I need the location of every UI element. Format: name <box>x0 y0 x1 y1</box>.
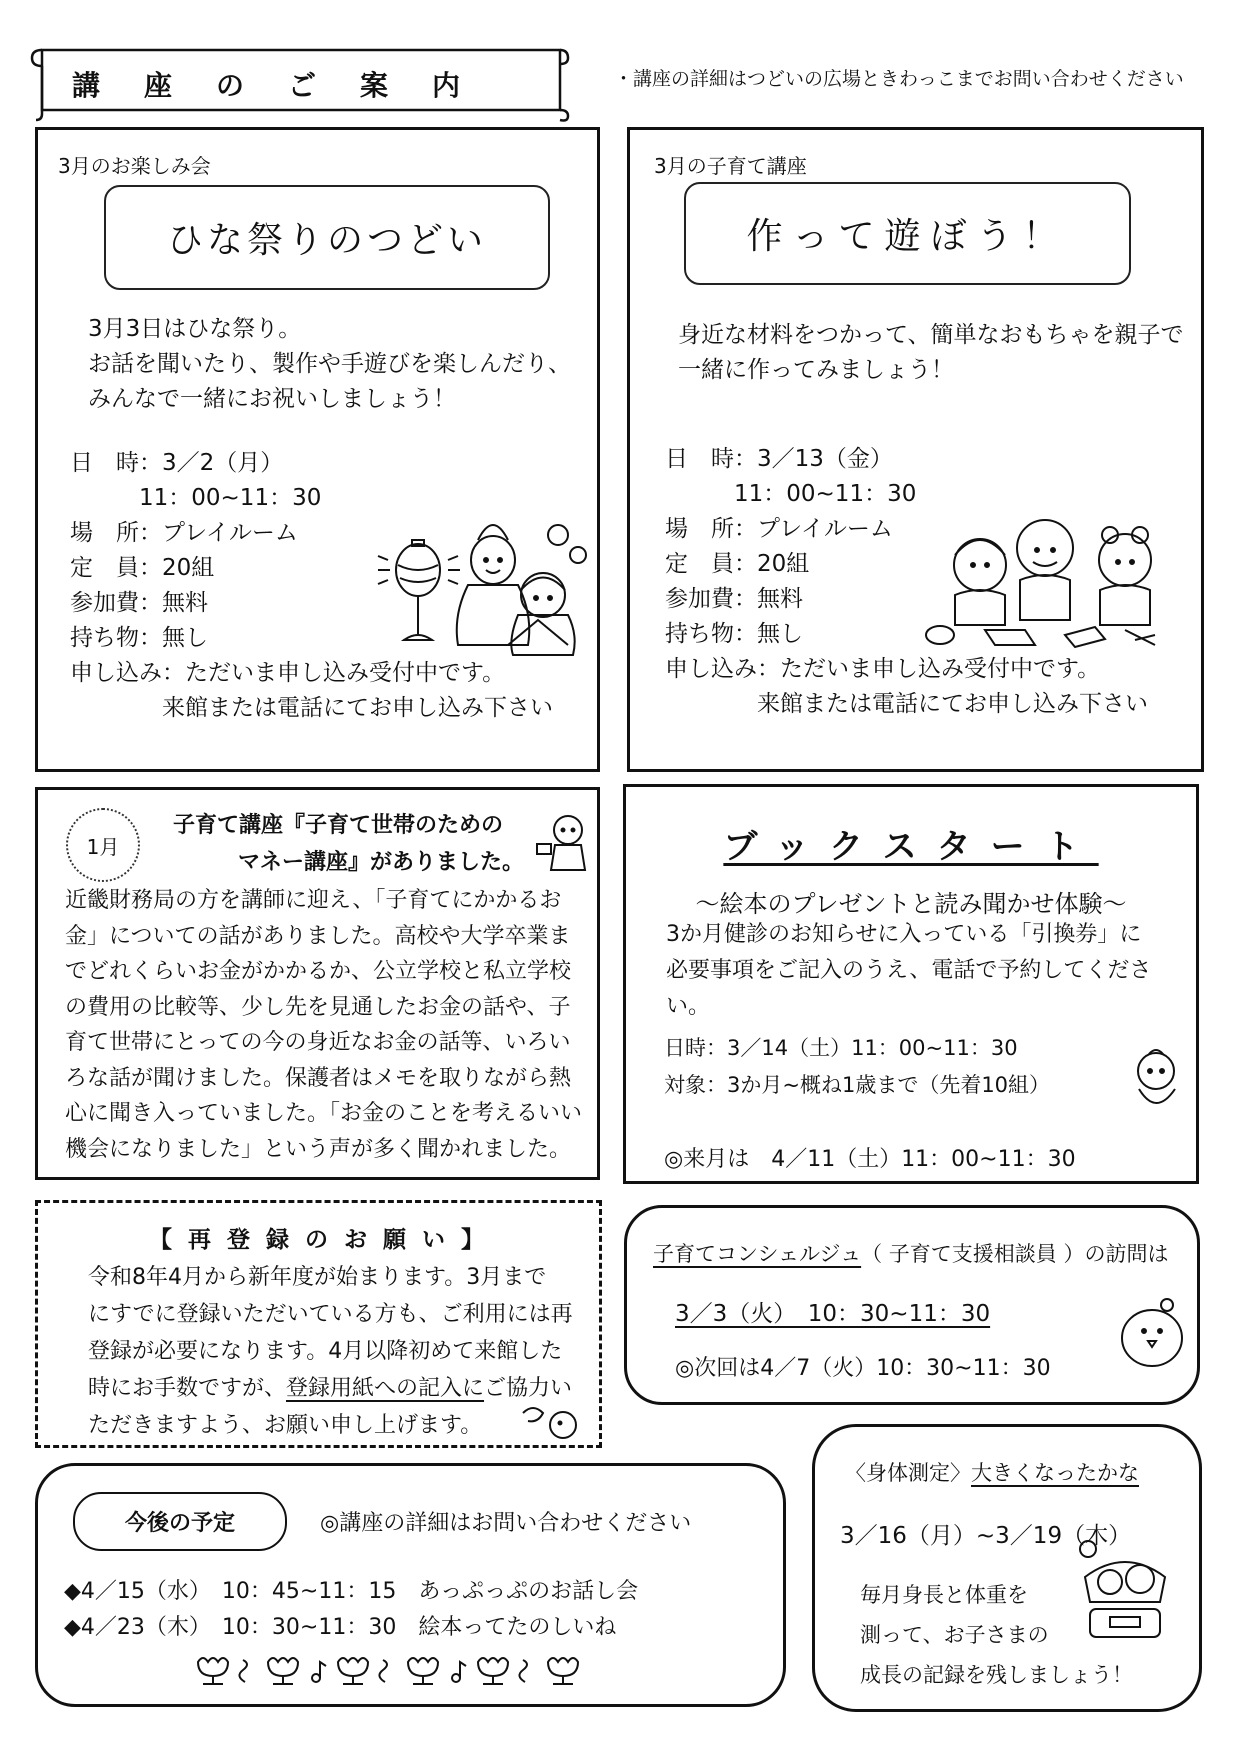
event-description <box>88 312 571 417</box>
body-line: ただきますよう、お願い申し上げます。 <box>88 1413 483 1438</box>
baby-illustration <box>1131 1049 1186 1119</box>
desc-line: お話を聞いたり、製作や手遊びを楽しんだり、 <box>88 351 571 377</box>
schedule-item: ◆4／15（水） 10：45~11：15 あっぷっぷのお話し会 <box>64 1579 639 1604</box>
bookstart-box <box>623 784 1199 1184</box>
event-title: ひな祭りのつどい <box>104 185 550 290</box>
concierge-next: ◎次回は4／7（火）10：30~11：30 <box>675 1356 1051 1381</box>
header-note: ・講座の詳細はつどいの広場ときわっこまでお問い合わせください <box>614 68 1184 90</box>
month-badge: 1月 <box>66 808 140 882</box>
report-body <box>65 883 582 1167</box>
children-crafting-illustration <box>925 510 1185 660</box>
measurement-dates: 3／16（月）~3／19（木） <box>840 1523 1132 1549</box>
concierge-date: 3／3（火） 10：30~11：30 <box>675 1301 991 1327</box>
bookstart-target: 対象：3か月~概ね1歳まで（先着10組） <box>664 1073 1051 1097</box>
reregister-body <box>88 1259 573 1444</box>
report-money-lecture <box>35 787 600 1180</box>
body-line: 3か月健診のお知らせに入っている「引換券」に <box>666 922 1142 947</box>
body-line: の費用の比較等、少し先を見通したお金の話や、子 <box>65 994 571 1020</box>
body-line: い。 <box>666 994 711 1019</box>
desc-line: 一緒に作ってみましょう！ <box>678 357 954 383</box>
event-category: 3月のお楽しみ会 <box>58 154 211 178</box>
body-line: でどれくらいお金がかかるか、公立学校と私立学校 <box>65 959 572 984</box>
body-line: 令和8年4月から新年度が始まります。3月まで <box>88 1265 547 1290</box>
detail-line: 日 時：3／2（月） <box>70 450 284 476</box>
body-line: 金」についての話がありました。高校や大学卒業ま <box>65 923 571 949</box>
body-line: 育て世帯にとっての今の身近なお金の話等、いろい <box>65 1030 571 1055</box>
body-line: ろな話が聞けました。保護者はメモを取りながら熱 <box>65 1065 572 1091</box>
body-line: 測って、お子さまの <box>860 1623 1049 1647</box>
event-hinamatsuri <box>35 127 600 772</box>
detail-line: 参加費：無料 <box>70 590 208 616</box>
schedule-item: ◆4／23（木） 10：30~11：30 絵本ってたのしいね <box>64 1615 617 1640</box>
event-category: 3月の子育て講座 <box>654 154 807 178</box>
schedule-label: 今後の予定 <box>73 1492 287 1551</box>
desc-line: みんなで一緒にお祝いしましょう！ <box>88 386 456 412</box>
report-heading-1: 子育て講座『子育て世帯のための <box>173 813 504 838</box>
body-line: 毎月身長と体重を <box>860 1583 1028 1607</box>
schedule-box <box>35 1463 786 1707</box>
detail-line: 日 時：3／13（金） <box>665 446 893 472</box>
body-line: 心に聞き入っていました。「お金のことを考えるいい <box>65 1101 583 1126</box>
bookstart-datetime: 日時：3／14（土）11：00~11：30 <box>664 1036 1018 1060</box>
bookstart-subtitle: ～絵本のプレゼントと読み聞かせ体験～ <box>695 890 1127 918</box>
body-line: にすでに登録いただいている方も、ご利用には再 <box>88 1302 573 1327</box>
concierge-heading: 子育てコンシェルジュ（ 子育て支援相談員 ）の訪問は <box>653 1242 1169 1266</box>
body-line: 近畿財務局の方を講師に迎え、「子育てにかかるお <box>65 888 562 913</box>
detail-line: 11：00~11：30 <box>70 485 322 511</box>
detail-line: 申し込み：ただいま申し込み受付中です。 <box>70 660 506 686</box>
body-line: 機会になりました」という声が多く聞かれました。 <box>65 1136 572 1162</box>
baby-scale-illustration <box>1070 1537 1180 1647</box>
detail-line: 持ち物：無し <box>70 625 208 651</box>
flower-border-decoration <box>188 1652 638 1686</box>
bookstart-body <box>666 917 1151 1025</box>
body-line: 必要事項をご記入のうえ、電話で予約してくださ <box>666 958 1152 983</box>
bookstart-next: ◎来月は 4／11（土）11：00~11：30 <box>664 1147 1076 1172</box>
detail-line: 来館または電話にてお申し込み下さい <box>665 691 1148 717</box>
chick-illustration <box>518 1403 588 1443</box>
detail-line: 場 所：プレイルーム <box>665 516 893 542</box>
event-tsukutte-asobou <box>627 127 1204 772</box>
event-description <box>678 318 1184 388</box>
desc-line: 3月3日はひな祭り。 <box>88 316 302 342</box>
event-title: 作って遊ぼう！ <box>684 182 1131 285</box>
measurement-box <box>812 1424 1202 1712</box>
schedule-note: ◎講座の詳細はお問い合わせください <box>320 1511 692 1536</box>
girl-reading-illustration <box>543 810 593 880</box>
reregister-title: 【 再 登 録 の お 願 い 】 <box>148 1227 489 1253</box>
detail-line: 申し込み：ただいま申し込み受付中です。 <box>665 656 1101 682</box>
detail-line: 持ち物：無し <box>665 621 803 647</box>
detail-line: 定 員：20組 <box>70 555 215 581</box>
detail-line: 参加費：無料 <box>665 586 803 612</box>
chick-illustration <box>1112 1293 1192 1373</box>
report-heading-2: マネー講座』がありました。 <box>238 850 525 875</box>
desc-line: 身近な材料をつかって、簡単なおもちゃを親子で <box>678 322 1184 348</box>
detail-line: 定 員：20組 <box>665 551 810 577</box>
header-title: 講 座 の ご 案 内 <box>72 69 469 102</box>
body-line: 成長の記録を残しましょう！ <box>860 1663 1133 1687</box>
concierge-box <box>624 1205 1200 1405</box>
body-line: 登録が必要になります。4月以降初めて来館した <box>88 1339 563 1364</box>
body-line: 時にお手数ですが、登録用紙への記入にご協力い <box>88 1376 573 1401</box>
detail-line: 11：00~11：30 <box>665 481 917 507</box>
measurement-heading: 〈身体測定〉大きくなったかな <box>845 1461 1139 1485</box>
reregister-notice <box>35 1200 602 1448</box>
detail-line: 来館または電話にてお申し込み下さい <box>70 695 553 721</box>
hina-dolls-illustration <box>368 510 598 660</box>
bookstart-title: ブックスタート <box>723 827 1099 867</box>
detail-line: 場 所：プレイルーム <box>70 520 298 546</box>
